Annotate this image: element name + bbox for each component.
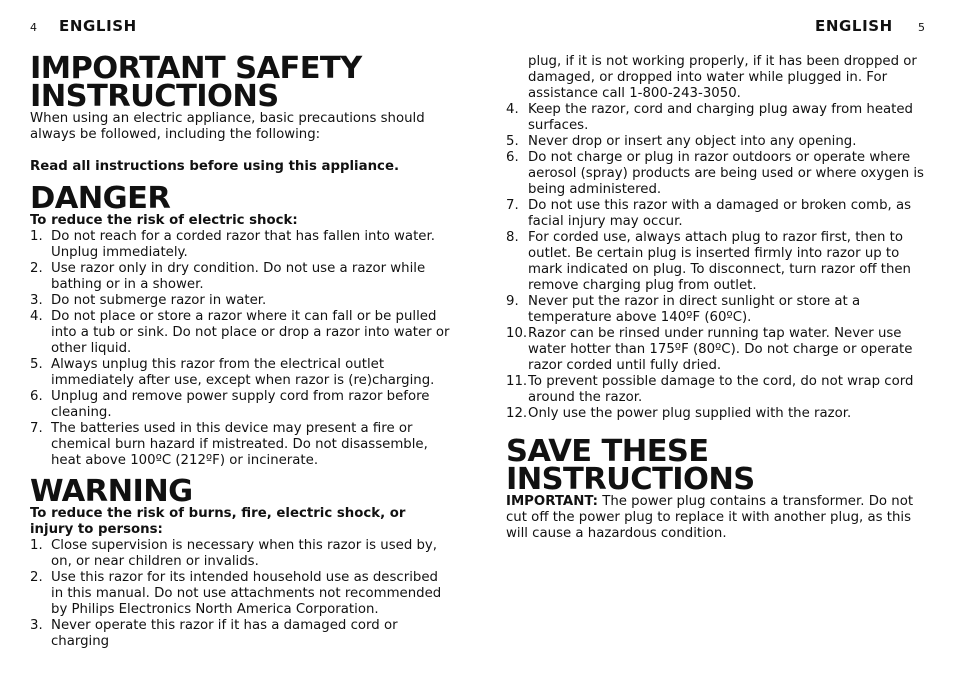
list-item — [506, 102, 926, 134]
list-item — [506, 326, 926, 374]
title-line-2: INSTRUCTIONS — [30, 79, 279, 114]
list-item-text: Close supervision is necessary when this razor is used by, on, or near children or invalids. — [51, 538, 438, 569]
list-item — [30, 229, 450, 261]
list-item-text: Never operate this razor if it has a damaged cord or charging — [51, 618, 398, 649]
list-item-number: 7. — [506, 198, 519, 213]
list-item-number: 3. — [30, 618, 43, 633]
list-item-number: 1. — [30, 229, 43, 244]
list-item-text: The batteries used in this device may present a fire or chemical burn hazard if mistreated. Do not disassemble, heat above 100ºC (212ºF) or incinerate. — [51, 421, 428, 468]
title-line-1: IMPORTANT SAFETY — [30, 51, 362, 86]
list-item-text: Do not place or store a razor where it can fall or be pulled into a tub or sink. Do not place or drop a razor into water or other liquid. — [51, 309, 450, 356]
important-note — [506, 494, 926, 542]
list-item-text: Never put the razor in direct sunlight or store at a temperature above 140ºF (60ºC). — [528, 294, 861, 325]
list-item-number: 2. — [30, 570, 43, 585]
list-item-text: Do not submerge razor in water. — [51, 293, 267, 308]
list-item — [30, 618, 450, 650]
danger-heading: DANGER — [30, 181, 171, 216]
list-item-number: 1. — [30, 538, 43, 553]
warning-list — [30, 538, 450, 650]
list-item-number: 9. — [506, 294, 519, 309]
list-item — [30, 538, 450, 570]
list-item — [506, 134, 926, 150]
page-number-right: 5 — [918, 21, 925, 34]
page-header-right: ENGLISH — [815, 17, 893, 35]
list-item — [30, 421, 450, 469]
list-item-text: Do not reach for a corded razor that has fallen into water. Unplug immediately. — [51, 229, 435, 260]
list-item-number: 12. — [506, 406, 528, 421]
list-item — [506, 230, 926, 294]
important-text: The power plug contains a transformer. Do not cut off the power plug to replace it with another plug, as this will cause a hazardous condition. — [506, 494, 914, 541]
list-item-number: 4. — [506, 102, 519, 117]
list-item-text: Only use the power plug supplied with the razor. — [528, 406, 852, 421]
list-item — [30, 357, 450, 389]
list-item — [30, 309, 450, 357]
list-item-number: 4. — [30, 309, 43, 324]
list-item-text: To prevent possible damage to the cord, do not wrap cord around the razor. — [528, 374, 914, 405]
safety-list-continued — [506, 102, 926, 422]
list-item-number: 6. — [30, 389, 43, 404]
warning-subheading: To reduce the risk of burns, fire, electric shock, or injury to persons: — [30, 506, 406, 537]
list-item-text: Do not charge or plug in razor outdoors or operate where aerosol (spray) products are being used or where oxygen is being administered. — [528, 150, 924, 197]
danger-list — [30, 229, 450, 469]
list-item — [30, 293, 450, 309]
list-item — [506, 374, 926, 406]
warning-heading: WARNING — [30, 474, 193, 509]
list-item-text: For corded use, always attach plug to razor first, then to outlet. Be certain plug is inserted firmly into razor up to mark indicated on plug. To disconnect, turn razor off then remove charging plug from outlet. — [528, 230, 911, 293]
list-item — [30, 570, 450, 618]
read-all-notice: Read all instructions before using this appliance. — [30, 159, 400, 174]
list-item — [506, 150, 926, 198]
page-title — [30, 51, 450, 114]
list-item-number: 5. — [506, 134, 519, 149]
list-item-text: Use razor only in dry condition. Do not use a razor while bathing or in a shower. — [51, 261, 426, 292]
list-item — [30, 261, 450, 293]
danger-subheading: To reduce the risk of electric shock: — [30, 213, 298, 228]
list-item-text: Keep the razor, cord and charging plug away from heated surfaces. — [528, 102, 913, 133]
save-line-2: INSTRUCTIONS — [506, 462, 755, 497]
list-item-number: 6. — [506, 150, 519, 165]
save-instructions-heading — [506, 434, 926, 497]
list-item-number: 10. — [506, 326, 528, 341]
list-item-text: Never drop or insert any object into any opening. — [528, 134, 857, 149]
continued-item-3: plug, if it is not working properly, if it has been dropped or damaged, or dropped into water while plugged in. For assistance call 1-800-243-3050. — [528, 54, 917, 101]
list-item-number: 5. — [30, 357, 43, 372]
list-item-text: Razor can be rinsed under running tap water. Never use water hotter than 175ºF (80ºC). Do not charge or operate razor corded until fully dried. — [528, 326, 913, 373]
important-label: IMPORTANT: — [506, 494, 598, 509]
list-item-text: Unplug and remove power supply cord from razor before cleaning. — [51, 389, 430, 420]
save-line-1: SAVE THESE — [506, 434, 709, 469]
page-number-left: 4 — [30, 21, 37, 34]
list-item-number: 2. — [30, 261, 43, 276]
list-item-text: Always unplug this razor from the electrical outlet immediately after use, except when razor is (re)charging. — [51, 357, 435, 388]
list-item-number: 3. — [30, 293, 43, 308]
list-item — [506, 294, 926, 326]
list-item-text: Do not use this razor with a damaged or broken comb, as facial injury may occur. — [528, 198, 912, 229]
list-item-number: 7. — [30, 421, 43, 436]
list-item — [30, 389, 450, 421]
list-item — [506, 198, 926, 230]
list-item-number: 11. — [506, 374, 528, 389]
list-item — [506, 406, 926, 422]
list-item-number: 8. — [506, 230, 519, 245]
intro-text: When using an electric appliance, basic precautions should always be followed, including the following: — [30, 111, 425, 142]
list-item-text: Use this razor for its intended household use as described in this manual. Do not use attachments not recommended by Philips Electronics North America Corporation. — [51, 570, 442, 617]
page-header-left: ENGLISH — [59, 17, 137, 35]
